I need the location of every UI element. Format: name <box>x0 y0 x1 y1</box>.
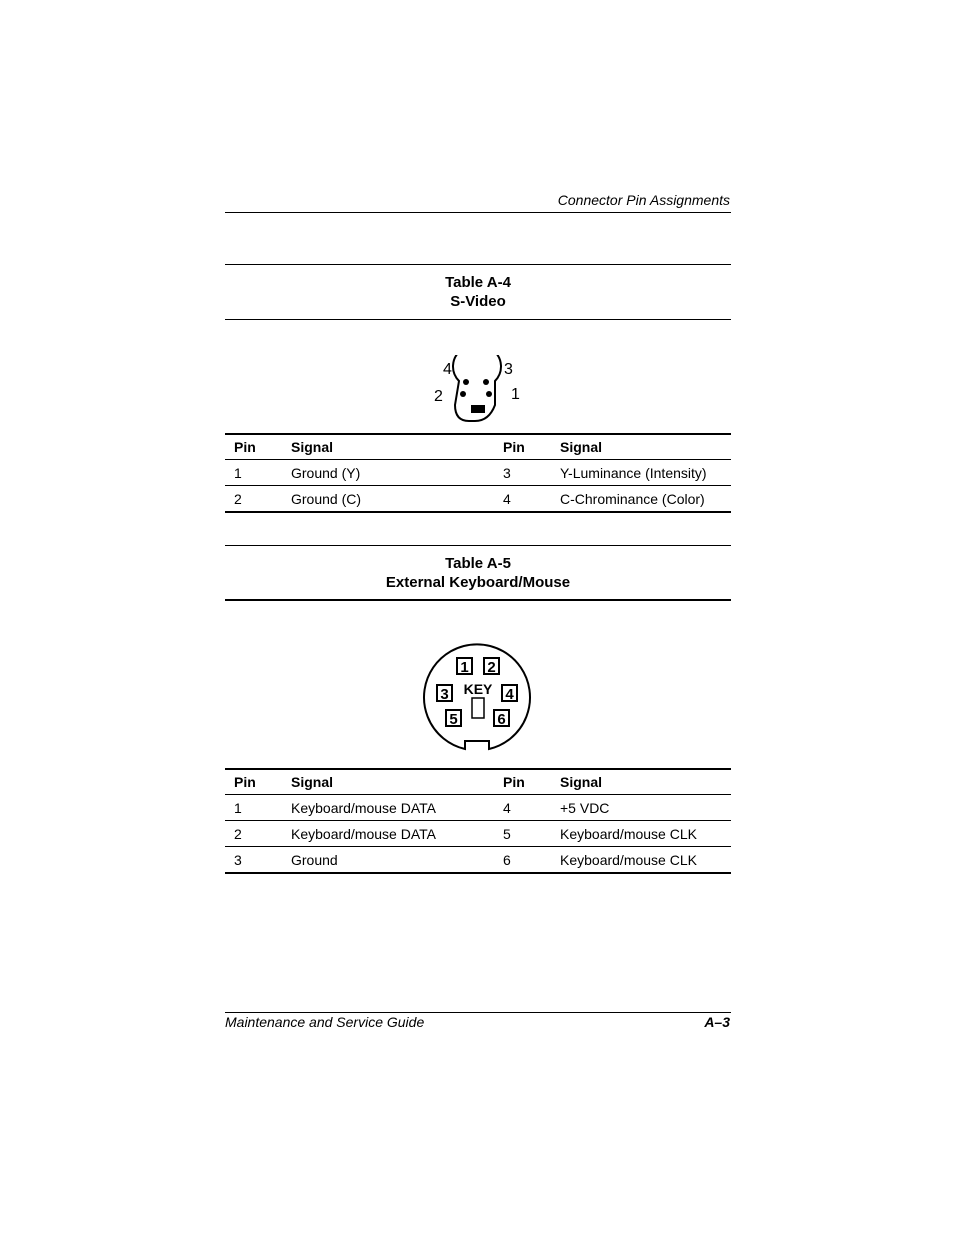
svideo-key <box>471 405 485 413</box>
table-row <box>225 821 731 847</box>
ps2-key-slot <box>472 698 484 718</box>
table-header-row <box>225 769 731 795</box>
signal-cell: +5 VDC <box>560 799 610 816</box>
signal-cell: Keyboard/mouse CLK <box>560 851 697 868</box>
svideo-pin-2 <box>460 391 466 397</box>
table-row <box>225 847 731 874</box>
table-row <box>225 486 731 513</box>
column-header: Signal <box>291 774 334 790</box>
ps2-key-label: KEY <box>463 681 493 697</box>
signal-cell: Ground (C) <box>291 490 362 507</box>
column-header: Signal <box>560 439 603 455</box>
signal-cell: Keyboard/mouse DATA <box>291 825 436 842</box>
signal-cell: Keyboard/mouse DATA <box>291 799 436 816</box>
pin-cell: 3 <box>503 464 511 481</box>
svideo-label-1: 1 <box>511 386 520 403</box>
column-header: Pin <box>503 439 525 455</box>
svideo-connector-diagram <box>425 355 525 425</box>
ps2-label-3: 3 <box>440 686 449 703</box>
ps2-connector-diagram <box>420 640 536 756</box>
table-a4 <box>225 433 731 513</box>
table-a4-number: Table A-4 <box>445 274 511 291</box>
pin-cell: 4 <box>503 490 511 507</box>
svideo-label-2: 2 <box>434 388 443 405</box>
footer-guide-title: Maintenance and Service Guide <box>225 1014 425 1030</box>
ps2-label-6: 6 <box>497 711 506 728</box>
table-a5-number: Table A-5 <box>445 555 511 572</box>
pin-cell: 1 <box>234 799 242 816</box>
table-a4-top-rule <box>225 264 731 265</box>
pin-cell: 1 <box>234 464 242 481</box>
svideo-label-4: 4 <box>443 361 452 378</box>
table-a5-caption-rule <box>225 599 731 601</box>
table-a4-caption-rule <box>225 319 731 320</box>
pin-cell: 4 <box>503 799 511 816</box>
pin-cell: 5 <box>503 825 511 842</box>
svideo-pin-4 <box>463 379 469 385</box>
column-header: Pin <box>503 774 525 790</box>
column-header: Signal <box>560 774 603 790</box>
ps2-label-4: 4 <box>505 686 514 703</box>
footer-rule <box>225 1012 731 1013</box>
ps2-label-5: 5 <box>449 711 458 728</box>
svideo-pin-3 <box>483 379 489 385</box>
signal-cell: Ground (Y) <box>291 464 361 481</box>
column-header: Pin <box>234 774 256 790</box>
ps2-label-1: 1 <box>460 659 469 676</box>
column-header: Signal <box>291 439 334 455</box>
table-a5 <box>225 768 731 874</box>
signal-cell: C-Chrominance (Color) <box>560 490 705 507</box>
table-row <box>225 795 731 821</box>
signal-cell: Ground <box>291 851 338 868</box>
header-rule <box>225 212 731 213</box>
footer-page-number: A–3 <box>704 1014 730 1030</box>
table-a4-title: S-Video <box>450 293 506 310</box>
table-row <box>225 460 731 486</box>
pin-cell: 3 <box>234 851 242 868</box>
svideo-pin-1 <box>486 391 492 397</box>
table-a5-title: External Keyboard/Mouse <box>385 574 571 591</box>
table-a5-top-rule <box>225 545 731 546</box>
ps2-label-2: 2 <box>487 659 496 676</box>
table-a4-caption <box>225 273 731 311</box>
running-header: Connector Pin Assignments <box>557 192 730 208</box>
column-header: Pin <box>234 439 256 455</box>
table-header-row <box>225 434 731 460</box>
pin-cell: 2 <box>234 490 242 507</box>
signal-cell: Keyboard/mouse CLK <box>560 825 697 842</box>
table-a5-caption <box>225 554 731 592</box>
pin-cell: 2 <box>234 825 242 842</box>
signal-cell: Y-Luminance (Intensity) <box>560 464 707 481</box>
svideo-label-3: 3 <box>504 361 513 378</box>
pin-cell: 6 <box>503 851 511 868</box>
